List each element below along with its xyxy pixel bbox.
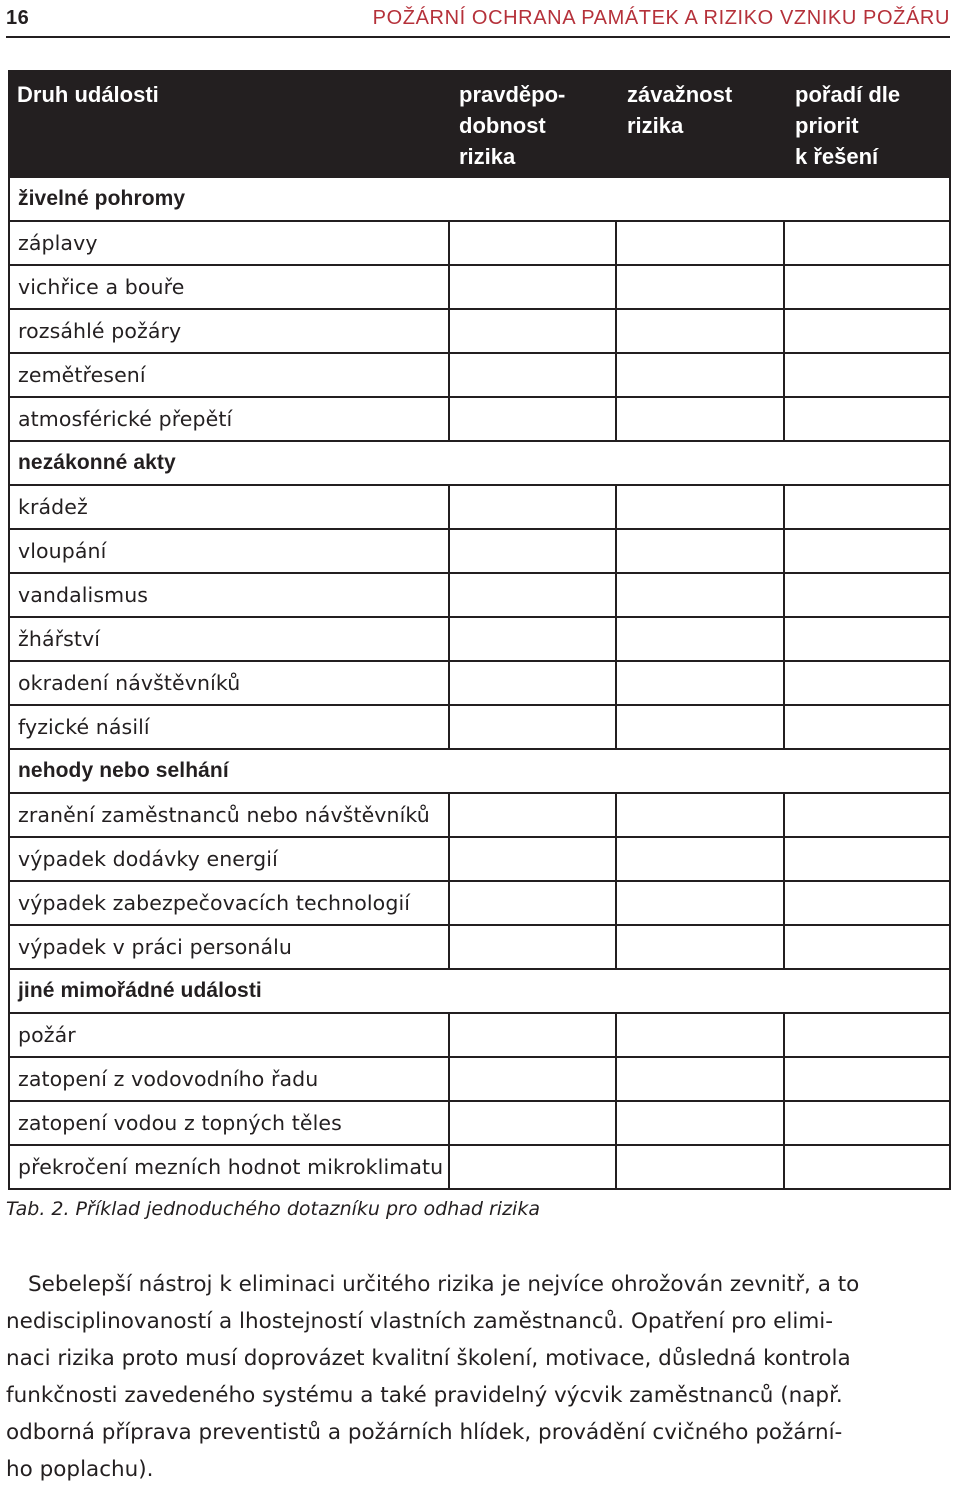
priority-cell[interactable]: [783, 354, 949, 396]
priority-cell[interactable]: [783, 1102, 949, 1144]
table-caption: Tab. 2. Příklad jednoduchého dotazníku pro odhad rizika: [6, 1198, 540, 1220]
severity-cell[interactable]: [615, 1014, 783, 1056]
priority-cell[interactable]: [783, 882, 949, 924]
paragraph-line: funkčnosti zavedeného systému a také pravidelný výcvik zaměstnanců (např.: [6, 1383, 843, 1408]
priority-cell[interactable]: [783, 530, 949, 572]
table-row: [10, 308, 949, 352]
probability-cell[interactable]: [448, 530, 616, 572]
event-label: žhářství: [18, 627, 101, 651]
page-header: [6, 0, 950, 38]
event-label: zatopení z vodovodního řadu: [18, 1067, 319, 1091]
body-paragraph: [6, 1266, 952, 1488]
event-label: atmosférické přepětí: [18, 407, 233, 431]
severity-cell[interactable]: [615, 222, 783, 264]
table-category-row: [10, 748, 949, 792]
severity-cell[interactable]: [615, 794, 783, 836]
table-row: [10, 352, 949, 396]
table-row: [10, 836, 949, 880]
priority-cell[interactable]: [783, 486, 949, 528]
probability-cell[interactable]: [448, 618, 616, 660]
event-label: zranění zaměstnanců nebo návštěvníků: [18, 803, 430, 827]
severity-cell[interactable]: [615, 662, 783, 704]
table-row: [10, 660, 949, 704]
risk-table: [8, 70, 951, 1190]
page-number: 16: [6, 6, 30, 29]
event-label: zatopení vodou z topných těles: [18, 1111, 342, 1135]
severity-cell[interactable]: [615, 838, 783, 880]
priority-cell[interactable]: [783, 310, 949, 352]
event-label: výpadek dodávky energií: [18, 847, 278, 871]
event-label: krádež: [18, 495, 88, 519]
probability-cell[interactable]: [448, 398, 616, 440]
category-label: nehody nebo selhání: [18, 759, 229, 782]
paragraph-line: nedisciplinovaností a lhostejností vlastních zaměstnanců. Opatření pro elimi-: [6, 1309, 834, 1334]
event-label: rozsáhlé požáry: [18, 319, 182, 343]
table-row: [10, 1100, 949, 1144]
priority-cell[interactable]: [783, 1146, 949, 1188]
probability-cell[interactable]: [448, 266, 616, 308]
column-header-event: Druh události: [17, 82, 159, 107]
event-label: záplavy: [18, 231, 98, 255]
event-label: požár: [18, 1023, 76, 1047]
category-label: jiné mimořádné události: [18, 979, 262, 1002]
probability-cell[interactable]: [448, 838, 616, 880]
probability-cell[interactable]: [448, 574, 616, 616]
probability-cell[interactable]: [448, 486, 616, 528]
category-label: živelné pohromy: [18, 187, 186, 210]
probability-cell[interactable]: [448, 662, 616, 704]
severity-cell[interactable]: [615, 530, 783, 572]
severity-cell[interactable]: [615, 310, 783, 352]
probability-cell[interactable]: [448, 222, 616, 264]
priority-cell[interactable]: [783, 794, 949, 836]
event-label: vloupání: [18, 539, 107, 563]
running-title: POŽÁRNÍ OCHRANA PAMÁTEK A RIZIKO VZNIKU POŽÁRU: [372, 6, 950, 29]
table-row: [10, 924, 949, 968]
table-body: [8, 178, 951, 1190]
table-row: [10, 264, 949, 308]
table-row: [10, 220, 949, 264]
column-header-severity: závažnost rizika: [627, 82, 733, 138]
severity-cell[interactable]: [615, 398, 783, 440]
table-category-row: [10, 968, 949, 1012]
event-label: vichřice a bouře: [18, 275, 185, 299]
severity-cell[interactable]: [615, 882, 783, 924]
probability-cell[interactable]: [448, 1014, 616, 1056]
paragraph-line: Sebelepší nástroj k eliminaci určitého rizika je nejvíce ohrožován zevnitř, a to: [28, 1272, 860, 1297]
event-label: výpadek zabezpečovacích technologií: [18, 891, 411, 915]
severity-cell[interactable]: [615, 1102, 783, 1144]
priority-cell[interactable]: [783, 706, 949, 748]
event-label: okradení návštěvníků: [18, 671, 241, 695]
severity-cell[interactable]: [615, 266, 783, 308]
event-label: překročení mezních hodnot mikroklimatu: [18, 1155, 444, 1179]
severity-cell[interactable]: [615, 1146, 783, 1188]
probability-cell[interactable]: [448, 706, 616, 748]
event-label: fyzické násilí: [18, 715, 150, 739]
severity-cell[interactable]: [615, 926, 783, 968]
table-row: [10, 792, 949, 836]
severity-cell[interactable]: [615, 486, 783, 528]
table-row: [10, 616, 949, 660]
severity-cell[interactable]: [615, 354, 783, 396]
table-row: [10, 1012, 949, 1056]
table-row: [10, 528, 949, 572]
table-row: [10, 396, 949, 440]
table-category-row: [10, 178, 949, 220]
paragraph-line: ho poplachu).: [6, 1457, 154, 1482]
severity-cell[interactable]: [615, 706, 783, 748]
table-row: [10, 880, 949, 924]
table-row: [10, 704, 949, 748]
category-label: nezákonné akty: [18, 451, 176, 474]
event-label: výpadek v práci personálu: [18, 935, 293, 959]
priority-cell[interactable]: [783, 1058, 949, 1100]
paragraph-line: odborná příprava preventistů a požárních hlídek, provádění cvičného požární-: [6, 1420, 843, 1445]
table-row: [10, 1056, 949, 1100]
priority-cell[interactable]: [783, 574, 949, 616]
table-row: [10, 572, 949, 616]
column-header-priority: pořadí dle priorit k řešení: [795, 82, 901, 169]
event-label: vandalismus: [18, 583, 149, 607]
probability-cell[interactable]: [448, 1058, 616, 1100]
severity-cell[interactable]: [615, 618, 783, 660]
table-category-row: [10, 440, 949, 484]
priority-cell[interactable]: [783, 222, 949, 264]
probability-cell[interactable]: [448, 1146, 616, 1188]
table-row: [10, 1144, 949, 1188]
probability-cell[interactable]: [448, 310, 616, 352]
priority-cell[interactable]: [783, 926, 949, 968]
probability-cell[interactable]: [448, 1102, 616, 1144]
table-header-row: [8, 70, 951, 178]
table-row: [10, 484, 949, 528]
probability-cell[interactable]: [448, 794, 616, 836]
paragraph-line: naci rizika proto musí doprovázet kvalitní školení, motivace, důsledná kontrola: [6, 1346, 851, 1371]
probability-cell[interactable]: [448, 354, 616, 396]
probability-cell[interactable]: [448, 926, 616, 968]
event-label: zemětřesení: [18, 363, 146, 387]
priority-cell[interactable]: [783, 618, 949, 660]
column-header-probability: pravděpo- dobnost rizika: [459, 82, 566, 169]
priority-cell[interactable]: [783, 398, 949, 440]
priority-cell[interactable]: [783, 838, 949, 880]
severity-cell[interactable]: [615, 574, 783, 616]
priority-cell[interactable]: [783, 266, 949, 308]
priority-cell[interactable]: [783, 662, 949, 704]
severity-cell[interactable]: [615, 1058, 783, 1100]
probability-cell[interactable]: [448, 882, 616, 924]
priority-cell[interactable]: [783, 1014, 949, 1056]
